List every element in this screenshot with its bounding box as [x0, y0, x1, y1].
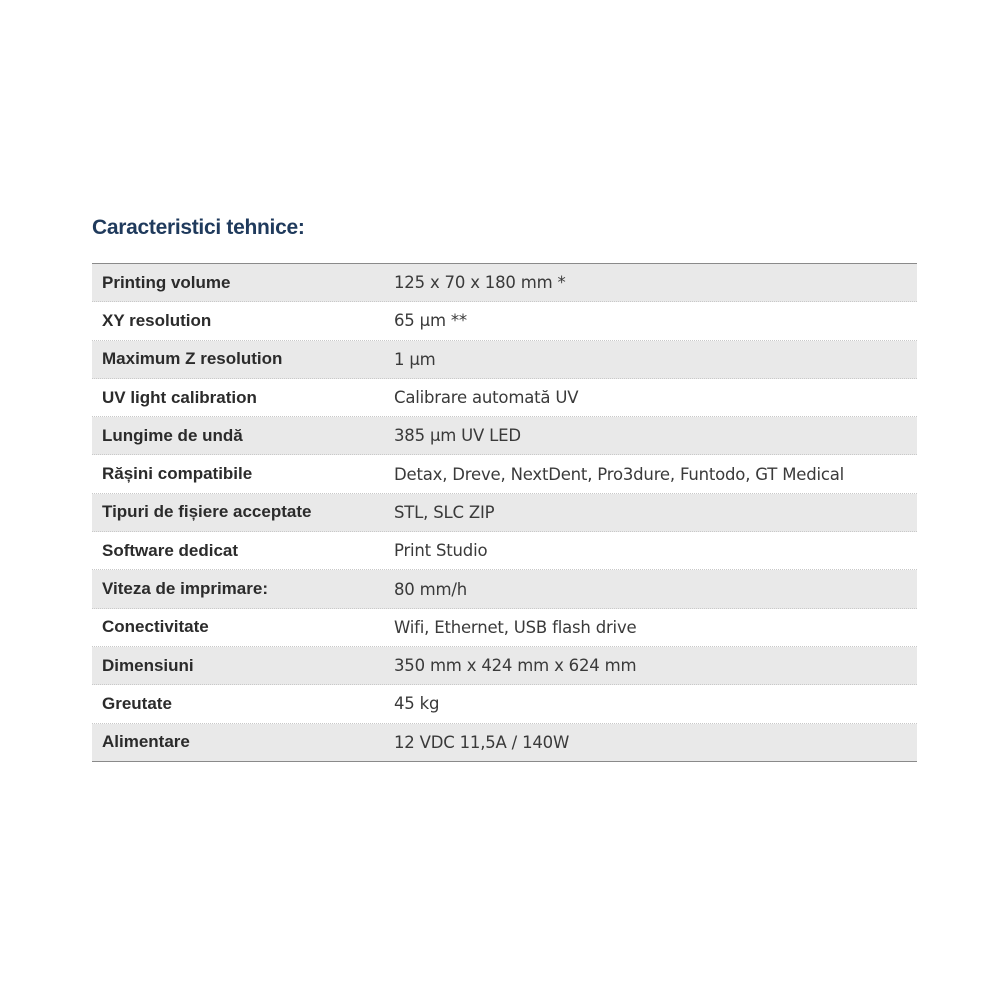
spec-label: Alimentare	[102, 732, 190, 752]
spec-value: Calibrare automată UV	[394, 388, 579, 408]
table-row	[92, 570, 917, 608]
spec-label: Lungime de undă	[102, 425, 243, 445]
table-row	[92, 379, 917, 417]
table-row	[92, 724, 917, 762]
table-row	[92, 609, 917, 647]
spec-value: 1 µm	[394, 349, 436, 369]
spec-label: Printing volume	[102, 272, 231, 292]
spec-value: 350 mm x 424 mm x 624 mm	[394, 656, 637, 676]
spec-label: Greutate	[102, 693, 172, 713]
table-row	[92, 302, 917, 340]
spec-table	[92, 263, 917, 762]
table-row	[92, 494, 917, 532]
table-row	[92, 264, 917, 302]
spec-value: 80 mm/h	[394, 579, 468, 599]
spec-value: Detax, Dreve, NextDent, Pro3dure, Funtodo, GT Medical	[394, 464, 845, 484]
table-row	[92, 647, 917, 685]
spec-value: Wifi, Ethernet, USB flash drive	[394, 617, 637, 637]
spec-label: Tipuri de fișiere acceptate	[102, 502, 312, 522]
table-row	[92, 532, 917, 570]
table-row	[92, 685, 917, 723]
spec-label: Maximum Z resolution	[102, 349, 283, 369]
section-heading: Caracteristici tehnice:	[92, 216, 305, 239]
spec-value: 65 µm **	[394, 311, 467, 331]
spec-value: STL, SLC ZIP	[394, 502, 495, 522]
spec-label: Rășini compatibile	[102, 464, 253, 484]
spec-label: Viteza de imprimare:	[102, 579, 268, 599]
spec-value: 12 VDC 11,5A / 140W	[394, 732, 570, 752]
table-row	[92, 455, 917, 493]
spec-label: Conectivitate	[102, 617, 209, 637]
spec-label: XY resolution	[102, 310, 212, 330]
spec-value: 45 kg	[394, 694, 440, 714]
spec-label: Dimensiuni	[102, 655, 194, 675]
spec-label: Software dedicat	[102, 540, 239, 560]
spec-label: UV light calibration	[102, 387, 257, 407]
spec-value: 385 µm UV LED	[394, 426, 521, 446]
table-row	[92, 417, 917, 455]
spec-value: Print Studio	[394, 541, 488, 561]
table-row	[92, 341, 917, 379]
spec-value: 125 x 70 x 180 mm *	[394, 273, 566, 293]
